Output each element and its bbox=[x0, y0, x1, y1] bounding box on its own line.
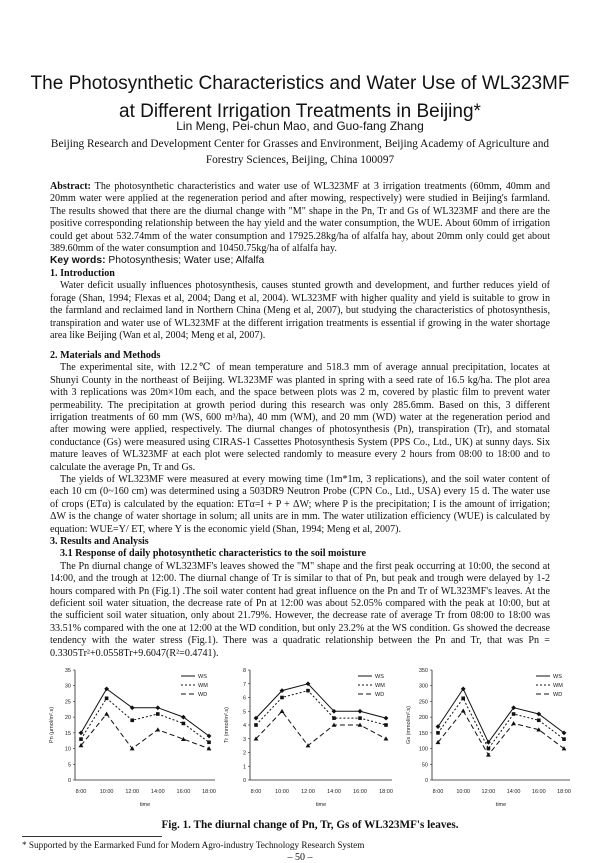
data-point bbox=[562, 737, 566, 741]
data-point bbox=[155, 705, 160, 710]
x-tick-label: 10:00 bbox=[99, 789, 114, 795]
y-tick-label: 25 bbox=[64, 699, 71, 706]
data-point bbox=[384, 736, 389, 740]
y-tick-label: 300 bbox=[418, 683, 428, 690]
x-tick-label: 12:00 bbox=[301, 789, 315, 795]
data-point bbox=[306, 689, 310, 693]
y-axis-label: Tr (mmol/m².s) bbox=[224, 707, 230, 743]
legend-label: WM bbox=[375, 683, 385, 689]
x-tick-label: 16:00 bbox=[353, 789, 367, 795]
x-tick-label: 8:00 bbox=[432, 789, 444, 795]
y-tick-label: 350 bbox=[418, 668, 428, 674]
series-line-wm bbox=[81, 698, 209, 742]
data-point bbox=[155, 727, 160, 731]
data-point bbox=[384, 723, 388, 727]
data-point bbox=[332, 716, 336, 720]
methods-paragraph-2: The yields of WL323MF were measured at every mowing time (1m*1m, 3 replications), and the soil water content of each 10 cm (0~160 cm) was determined using a 503DR9 Neutron Probe (CPN Co., Ltd., USA) every 15 d. The water use of crops (ETα) is calculated by the equation: ETα=I + P + ΔW; where P is the precipitation; I is the amount of irrigation; ΔW is the change of water shortage in solum; all units are in mm. The water utilization efficiency (WUE) is calculated by equation: WUE=Y/ ET, where Y is the economic yield (Shan, 1994; Meng et al, 2007). bbox=[50, 474, 550, 535]
keywords bbox=[50, 255, 550, 267]
data-point bbox=[280, 696, 284, 700]
x-tick-label: 12:00 bbox=[125, 789, 140, 795]
data-point bbox=[156, 712, 160, 716]
y-tick-label: 50 bbox=[421, 762, 428, 769]
x-tick-label: 14:00 bbox=[150, 789, 165, 795]
y-tick-label: 35 bbox=[64, 668, 71, 674]
data-point bbox=[254, 723, 258, 727]
x-axis-label: time bbox=[315, 802, 327, 808]
series-line-ws bbox=[81, 689, 209, 736]
affiliation: Beijing Research and Development Center for Grasses and Environment, Beijing Academy of Agriculture and Forestry Sciences, Beijing, China 100097 bbox=[50, 138, 550, 166]
paper-title: The Photosynthetic Characteristics and Water Use of WL323MF at Different Irrigation Treatments in Beijing* bbox=[30, 73, 570, 122]
data-point bbox=[358, 716, 362, 720]
x-tick-label: 8:00 bbox=[75, 789, 87, 795]
series-line-ws bbox=[438, 689, 564, 742]
legend-label: WS bbox=[198, 674, 207, 680]
data-point bbox=[384, 716, 389, 721]
results-heading: 3. Results and Analysis bbox=[50, 536, 149, 547]
y-tick-label: 20 bbox=[64, 715, 71, 722]
data-point bbox=[461, 708, 466, 712]
data-point bbox=[512, 712, 516, 716]
methods-heading: 2. Materials and Methods bbox=[50, 350, 161, 361]
abstract-text: The photosynthetic characteristics and water use of WL323MF at 3 irrigation treatments (60mm, 40mm and 20mm water were applied at the regeneration period and after mowing, respectively) were studied in Beijing's farmland. The results showed that there are the diurnal change with "M" shape in the Pn, Tr and Gs of WL323MF and there are the positive corresponding relationship between the hay yield and the water consumption, the WUE. About 60mm of irrigation could get about 532.74mm of the water consumption and 17925.28kg/ha of alfalfa hay, about 20mm only could get about 389.60mm of the water consumption and 10450.75kg/ha of alfalfa hay. bbox=[50, 181, 550, 255]
y-tick-label: 0 bbox=[424, 778, 428, 784]
y-tick-label: 5 bbox=[67, 762, 71, 769]
y-tick-label: 7 bbox=[242, 681, 246, 688]
data-point bbox=[487, 747, 491, 751]
y-tick-label: 8 bbox=[242, 668, 246, 674]
series-line-wm bbox=[438, 698, 564, 748]
legend-label: WD bbox=[375, 692, 385, 698]
x-tick-label: 16:00 bbox=[531, 789, 546, 795]
data-point bbox=[537, 718, 541, 722]
authors: Lin Meng, Pei-chun Mao, and Guo-fang Zhang bbox=[176, 119, 424, 133]
series-line-wd bbox=[256, 711, 386, 745]
data-point bbox=[182, 722, 186, 726]
section-introduction bbox=[50, 268, 550, 342]
footnote: * Supported by the Earmarked Fund for Modern Agro-industry Technology Research System bbox=[22, 840, 365, 850]
x-tick-label: 16:00 bbox=[176, 789, 191, 795]
section-methods bbox=[50, 350, 550, 536]
data-point bbox=[511, 721, 516, 725]
page-number: – 50 – bbox=[287, 852, 313, 863]
series-line-wd bbox=[438, 711, 564, 755]
legend-label: WM bbox=[198, 683, 208, 689]
y-axis-label: Gs (mmol/m².s) bbox=[406, 706, 412, 744]
y-tick-label: 10 bbox=[64, 746, 71, 753]
y-tick-label: 0 bbox=[242, 778, 246, 784]
y-tick-label: 0 bbox=[67, 778, 71, 784]
section-results bbox=[50, 536, 550, 660]
x-tick-label: 10:00 bbox=[275, 789, 289, 795]
data-point bbox=[461, 696, 465, 700]
y-axis-label: Pn (μmol/m².s) bbox=[49, 706, 55, 744]
keywords-label: Key words: bbox=[50, 255, 106, 267]
series-line-wm bbox=[256, 691, 386, 725]
data-point bbox=[104, 712, 109, 716]
series-line-ws bbox=[256, 684, 386, 718]
footnote-rule bbox=[22, 836, 162, 837]
y-tick-label: 3 bbox=[242, 736, 246, 743]
data-point bbox=[79, 737, 83, 741]
abstract-label: Abstract: bbox=[50, 181, 91, 192]
results-paragraph: The Pn diurnal change of WL323MF's leaves showed the "M" shape and the first peak occurring at 10:00, the second at 14:00, and the trough at 12:00. The diurnal change of Tr is similar to that of Pn, but peak and trough were delayed by 1-2 hours compared with Pn (Fig.1) .The soil water content had great influence on the Pn and Tr of WL323MF's leaves. At the deficient soil water situation, the decrease rate of Pn at 12:00 was about 52.05% compared with the peak at 10:00, but at the sufficient soil water situation, only about 21.79%. However, the decrease rate of average Tr from 08:00 to 18:00 was 33.51% compared with the one at 12:00 at the WD condition, but only 23.2% at the WS condition. Gs showed the decrease tendency with the water stress (Fig.1). There was a quadratic relationship between the Pn and Tr, that was Pn = 0.3305Tr²+0.0558Tr+9.6047(R²=0.4741). bbox=[50, 560, 550, 659]
data-point bbox=[207, 740, 211, 744]
x-tick-label: 10:00 bbox=[456, 789, 471, 795]
data-point bbox=[79, 730, 84, 735]
y-tick-label: 6 bbox=[242, 695, 246, 702]
x-tick-label: 14:00 bbox=[506, 789, 521, 795]
data-point bbox=[280, 709, 285, 713]
methods-paragraph-1: The experimental site, with 12.2℃ of mean temperature and 518.3 mm of average annual precipitation, locates at Shunyi County in the northeast of Beijing. WL323MF was planted in spring with a seed rate of 16.5 kg/ha. The plot area with 3 replications was 20m×10m each, and the space between plots was 2 m, covered by plastic film to prevent water permeability. The precipitation at growth period during this research was only 285.6mm. Based on this, 3 different irrigation treatments of 60 mm (WS, 600 m³/ha), 40 mm (WM), and 20 mm (WD) water at the regeneration period and after mowing were applied, respectively. The diurnal changes of photosynthesis (Pn), transpiration (Tr), and stomatal conductance (Gs) were measured using CIRAS-1 Cassettes Photosynthesis System (PPS Co., Ltd., UK) at sunny days. Six mature leaves of WL323MF at each plot were selected randomly to measure every 2 hours from 08:00 to 18:00 and to calculate the average Pn, Tr and Gs. bbox=[50, 362, 550, 473]
x-tick-label: 8:00 bbox=[250, 789, 262, 795]
legend-label: WM bbox=[553, 683, 563, 689]
abstract bbox=[50, 181, 550, 268]
x-tick-label: 12:00 bbox=[481, 789, 496, 795]
x-tick-label: 18:00 bbox=[379, 789, 393, 795]
legend-label: WS bbox=[553, 674, 562, 680]
x-tick-label: 14:00 bbox=[327, 789, 341, 795]
y-tick-label: 5 bbox=[242, 709, 246, 716]
x-axis-label: time bbox=[139, 802, 151, 808]
y-tick-label: 30 bbox=[64, 683, 71, 690]
intro-paragraph: Water deficit usually influences photosynthesis, causes stunted growth and development, and further reduces yield of forage (Shan, 1994; Flexas et al, 2004; Dang et al, 2004). WL323MF with higher quality and yield is suitable to grow in the farmland and reclaimed land in Northern China (Meng et al, 2007), but studying the characteristics of photosynthesis, transpiration and water use of WL323MF at the different irrigation treatments is essential if growing in the water shortage area like Beijing (Wan et al, 2004; Meng et al, 2007). bbox=[50, 280, 550, 342]
legend-label: WD bbox=[553, 692, 563, 698]
x-tick-label: 18:00 bbox=[557, 789, 571, 795]
y-tick-label: 250 bbox=[418, 699, 428, 706]
y-tick-label: 1 bbox=[242, 764, 246, 771]
y-tick-label: 150 bbox=[418, 730, 428, 737]
legend-label: WD bbox=[198, 692, 208, 698]
y-tick-label: 100 bbox=[418, 746, 428, 753]
legend-label: WS bbox=[375, 674, 384, 680]
data-point bbox=[130, 718, 134, 722]
series-line-wd bbox=[81, 714, 209, 749]
y-tick-label: 15 bbox=[64, 730, 71, 737]
y-tick-label: 2 bbox=[242, 750, 246, 757]
data-point bbox=[436, 731, 440, 735]
x-axis-label: time bbox=[495, 802, 507, 808]
keywords-text: Photosynthesis; Water use; Alfalfa bbox=[108, 255, 265, 267]
data-point bbox=[358, 709, 363, 714]
data-point bbox=[105, 696, 109, 700]
y-tick-label: 4 bbox=[242, 723, 246, 729]
data-point bbox=[486, 752, 491, 756]
figure-caption: Fig. 1. The diurnal change of Pn, Tr, Gs of WL323MF's leaves. bbox=[161, 819, 459, 831]
x-tick-label: 18:00 bbox=[202, 789, 216, 795]
intro-heading: 1. Introduction bbox=[50, 268, 115, 279]
figure-1 bbox=[0, 662, 600, 812]
y-tick-label: 200 bbox=[418, 715, 428, 722]
results-subheading: 3.1 Response of daily photosynthetic characteristics to the soil moisture bbox=[60, 548, 366, 560]
